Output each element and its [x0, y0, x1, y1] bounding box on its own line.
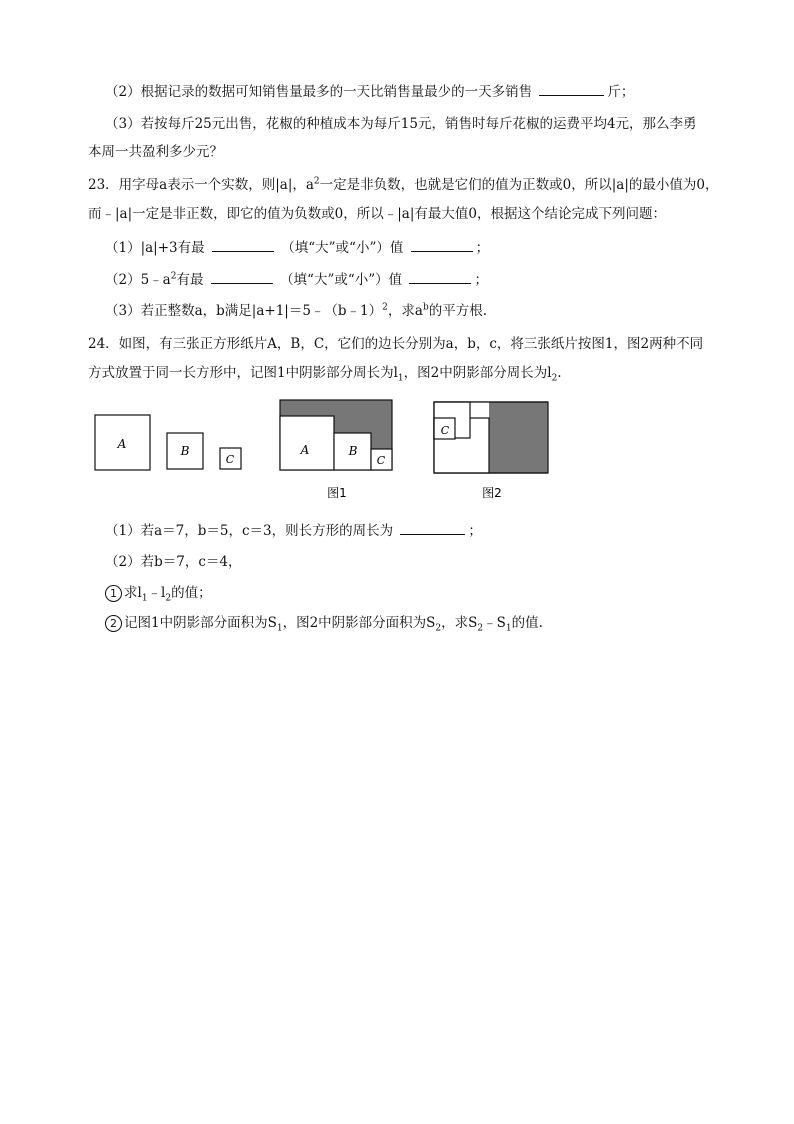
answer-blank[interactable] [211, 270, 273, 284]
q24-intro-seg1: 方式放置于同一长方形中，记图1中阴影部分周长为l [88, 365, 398, 381]
q23-part3 [105, 302, 487, 320]
subscript: 2 [435, 623, 442, 634]
answer-blank[interactable] [539, 82, 604, 96]
q22-part2-suffix: 斤； [607, 84, 635, 100]
subscript: 1 [505, 623, 512, 634]
superscript: 2 [382, 302, 388, 313]
answer-blank[interactable] [400, 521, 465, 535]
q24-intro-line2 [88, 364, 562, 382]
superscript: 2 [313, 176, 320, 187]
fig1-label-a: A [300, 443, 310, 457]
fig1-label-b: B [348, 444, 358, 458]
figure2-caption: 图2 [482, 486, 502, 500]
q24-sub1-text2: ﹣l [147, 585, 166, 601]
figure1-caption: 图1 [327, 486, 347, 500]
circled-number-2: 2 [105, 615, 122, 632]
superscript: 2 [170, 271, 177, 282]
q23-part3-text2: ，求a [387, 303, 423, 319]
label-b: B [180, 444, 190, 458]
q23-part3-text: （3）若正整数a，b满足|a+1|＝5﹣（b﹣1） [105, 303, 383, 319]
punct: ； [475, 240, 490, 256]
subscript: 2 [165, 593, 172, 604]
q24-intro-line1: 24．如图，有三张正方形纸片A，B，C，它们的边长分别为a，b，c，将三张纸片按图1，图2两种不同 [88, 336, 704, 352]
answer-blank[interactable] [409, 270, 471, 284]
q23-part1 [105, 238, 489, 257]
q23-part2-hint: （填“大”或“小”）值 [280, 272, 403, 288]
q23-part1-hint: （填“大”或“小”）值 [281, 240, 404, 256]
q24-sub1 [105, 584, 212, 602]
q24-part1-text: （1）若a＝7，b＝5，c＝3，则长方形的周长为 [105, 523, 394, 539]
q23-intro-seg2: 一定是非负数，也就是它们的值为正数或0，所以|a|的最小值为0， [319, 177, 719, 193]
q24-sub2-text: 记图1中阴影部分面积为S [124, 615, 277, 631]
q23-part2 [105, 270, 488, 289]
superscript: b [422, 302, 429, 313]
answer-blank[interactable] [212, 238, 274, 252]
figure-2 [434, 402, 548, 473]
q24-part1 [105, 521, 482, 540]
q22-part3-line1: （3）若按每斤25元出售，花椒的种植成本为每斤15元，销售时每斤花椒的运费平均4元，那么李勇 [105, 116, 697, 132]
q23-part1-text: （1）|a|+3有最 [105, 240, 205, 256]
punct: ； [474, 272, 488, 288]
q23-intro-line1 [88, 176, 718, 194]
subscript: 2 [477, 623, 484, 634]
fig2-label-c: C [440, 424, 450, 437]
q23-intro-line2: 而﹣|a|一定是非正数，即它的值为负数或0，所以﹣|a|有最大值0，根据这个结论完成下列问题： [88, 206, 666, 222]
punct: ； [468, 523, 482, 539]
q22-part3-line2: 本周一共盈利多少元？ [88, 144, 223, 160]
q24-intro-seg2: ，图2中阴影部分周长为l [403, 365, 552, 381]
answer-blank[interactable] [411, 238, 473, 252]
punct: . [557, 365, 562, 381]
subscript: 1 [397, 373, 404, 384]
subscript: 1 [276, 623, 283, 634]
square-a [95, 415, 150, 470]
q23-part3-text3: 的平方根. [428, 303, 488, 319]
label-a: A [117, 437, 127, 451]
q23-part2-text2: 有最 [176, 272, 204, 288]
q23-part2-text: （2）5﹣a [105, 272, 171, 288]
q22-part2-text: （2）根据记录的数据可知销售量最多的一天比销售量最少的一天多销售 [105, 84, 533, 100]
q24-sub1-text: 求l [124, 585, 142, 601]
label-c: C [225, 453, 235, 466]
q24-sub2-text4: ﹣S [483, 615, 506, 631]
q24-sub2 [105, 614, 543, 632]
q24-sub1-text3: 的值； [171, 585, 212, 601]
q24-sub2-text2: ，图2中阴影部分面积为S [282, 615, 436, 631]
squares-figure [0, 390, 794, 510]
q24-sub2-text3: ，求S [441, 615, 478, 631]
fig1-label-c: C [376, 454, 386, 467]
circled-number-1: 1 [105, 585, 122, 602]
subscript: 1 [141, 593, 148, 604]
q23-intro-seg1: 23．用字母a表示一个实数，则|a|，a [88, 177, 314, 193]
q24-part2: （2）若b＝7，c＝4， [105, 554, 242, 570]
square-c [220, 448, 241, 469]
subscript: 2 [551, 373, 558, 384]
q22-part2 [105, 82, 634, 101]
square-b [167, 433, 203, 469]
figure-1 [280, 400, 392, 470]
q24-sub2-text5: 的值. [511, 615, 543, 631]
